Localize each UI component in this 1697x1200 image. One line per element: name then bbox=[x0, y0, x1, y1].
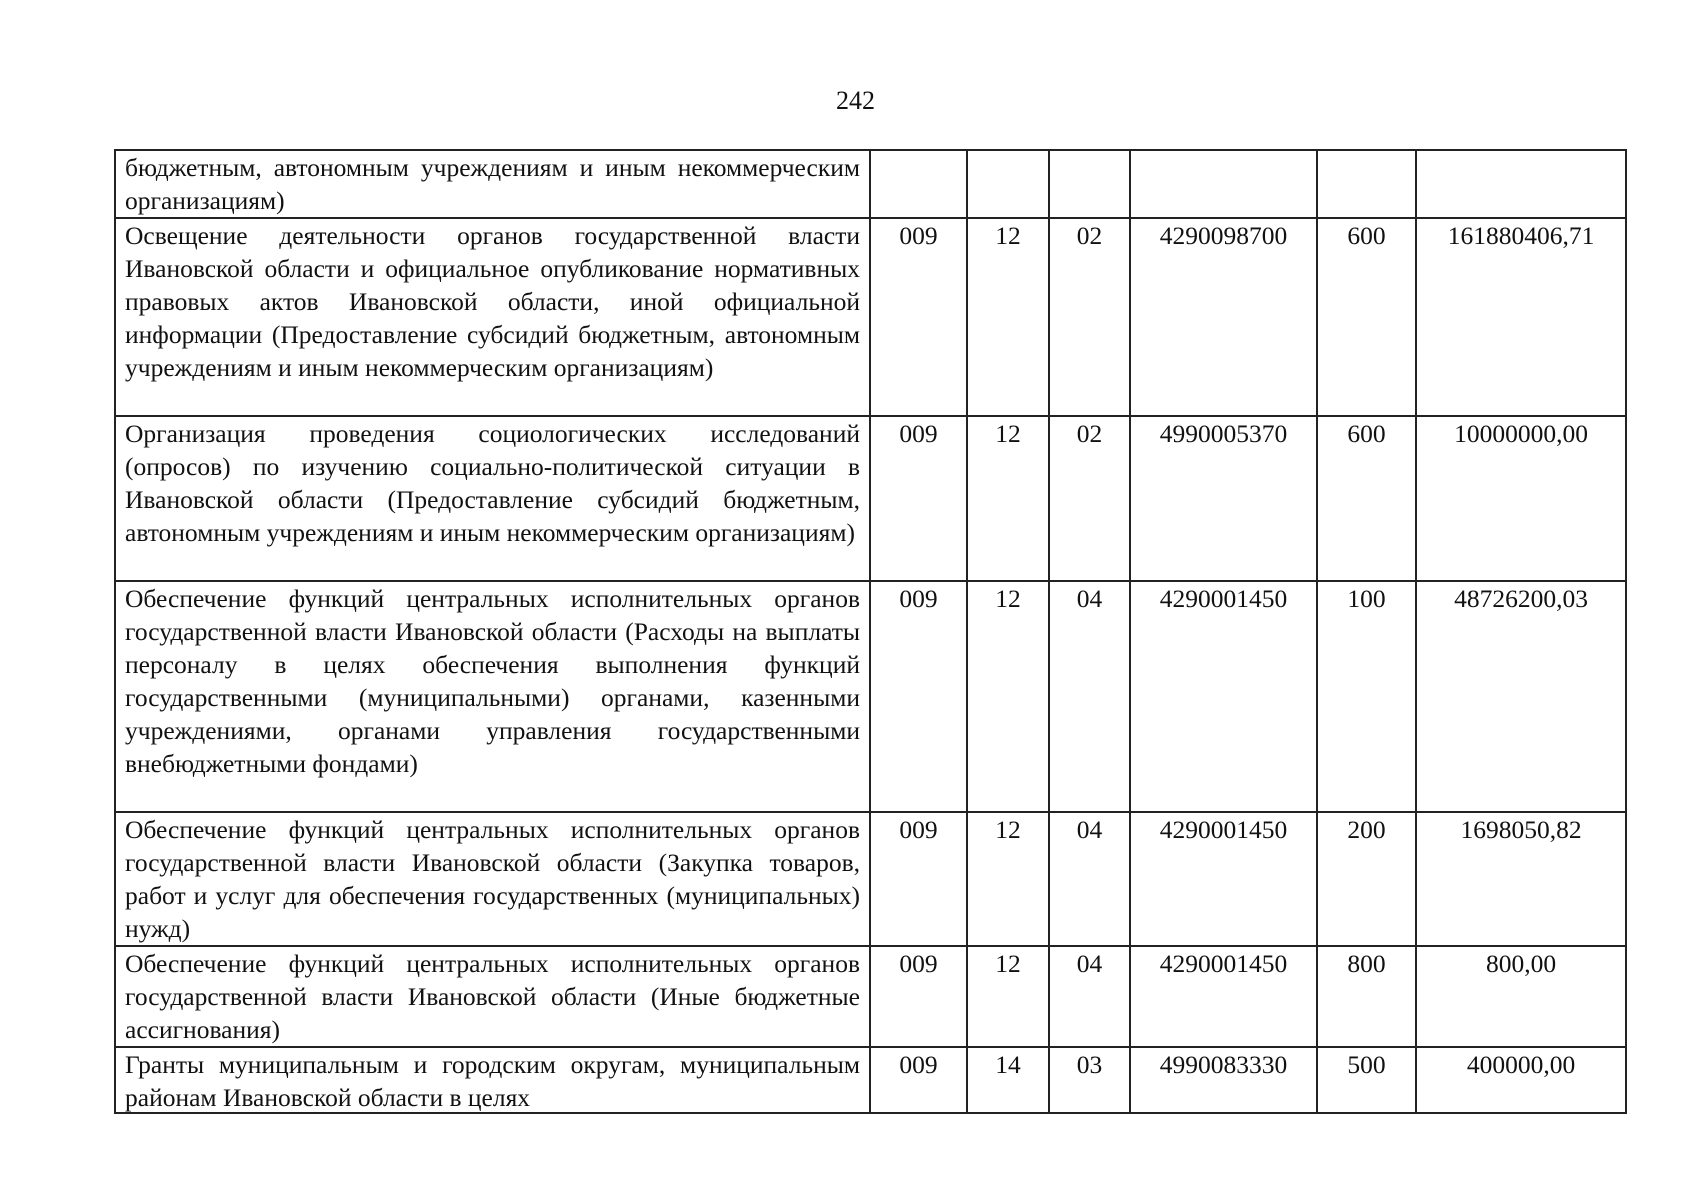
expense-type-cell: 600 bbox=[1317, 416, 1416, 581]
subsection-code-cell: 02 bbox=[1049, 416, 1130, 581]
section-code-cell: 12 bbox=[967, 218, 1049, 416]
subsection-code-cell: 04 bbox=[1049, 581, 1130, 812]
amount-cell: 10000000,00 bbox=[1416, 416, 1626, 581]
admin-code-cell: 009 bbox=[870, 1047, 967, 1113]
amount-cell: 48726200,03 bbox=[1416, 581, 1626, 812]
row-description: бюджетным, автономным учреждениям и иным некоммерческим организациям) bbox=[115, 150, 870, 218]
budget-table bbox=[114, 149, 1627, 1114]
amount-cell: 800,00 bbox=[1416, 946, 1626, 1047]
admin-code-cell: 009 bbox=[870, 812, 967, 946]
expense-type-cell: 500 bbox=[1317, 1047, 1416, 1113]
target-code-cell bbox=[1130, 150, 1317, 218]
expense-type-cell: 600 bbox=[1317, 218, 1416, 416]
row-description: Организация проведения социологических исследований (опросов) по изучению социально-политической ситуации в Ивановской области (Предоставление субсидий бюджетным, автономным учреждениям и иным некоммерческим организациям) bbox=[115, 416, 870, 581]
subsection-code-cell: 02 bbox=[1049, 218, 1130, 416]
expense-type-cell bbox=[1317, 150, 1416, 218]
table-row bbox=[115, 812, 1626, 946]
table-row bbox=[115, 150, 1626, 218]
page-number: 242 bbox=[836, 86, 875, 115]
subsection-code-cell: 03 bbox=[1049, 1047, 1130, 1113]
target-code-cell: 4290001450 bbox=[1130, 581, 1317, 812]
row-description: Обеспечение функций центральных исполнительных органов государственной власти Ивановской области (Закупка товаров, работ и услуг для обеспечения государственных (муниципальных) нужд) bbox=[115, 812, 870, 946]
target-code-cell: 4290001450 bbox=[1130, 812, 1317, 946]
subsection-code-cell: 04 bbox=[1049, 946, 1130, 1047]
expense-type-cell: 200 bbox=[1317, 812, 1416, 946]
admin-code-cell: 009 bbox=[870, 218, 967, 416]
section-code-cell: 12 bbox=[967, 581, 1049, 812]
table-row bbox=[115, 416, 1626, 581]
target-code-cell: 4990083330 bbox=[1130, 1047, 1317, 1113]
row-description: Освещение деятельности органов государственной власти Ивановской области и официальное опубликование нормативных правовых актов Ивановской области, иной официальной информации (Предоставление субсидий бюджетным, автономным учреждениям и иным некоммерческим организациям) bbox=[115, 218, 870, 416]
table-row bbox=[115, 581, 1626, 812]
table-row bbox=[115, 946, 1626, 1047]
subsection-code-cell bbox=[1049, 150, 1130, 218]
subsection-code-cell: 04 bbox=[1049, 812, 1130, 946]
amount-cell: 1698050,82 bbox=[1416, 812, 1626, 946]
row-description: Обеспечение функций центральных исполнительных органов государственной власти Ивановской области (Расходы на выплаты персоналу в целях обеспечения выполнения функций государственными (муниципальными) органами, казенными учреждениями, органами управления государственными внебюджетными фондами) bbox=[115, 581, 870, 812]
admin-code-cell: 009 bbox=[870, 581, 967, 812]
section-code-cell: 12 bbox=[967, 812, 1049, 946]
expense-type-cell: 800 bbox=[1317, 946, 1416, 1047]
table-row bbox=[115, 1047, 1626, 1113]
section-code-cell bbox=[967, 150, 1049, 218]
amount-cell: 161880406,71 bbox=[1416, 218, 1626, 416]
amount-cell: 400000,00 bbox=[1416, 1047, 1626, 1113]
target-code-cell: 4290098700 bbox=[1130, 218, 1317, 416]
section-code-cell: 12 bbox=[967, 416, 1049, 581]
target-code-cell: 4290001450 bbox=[1130, 946, 1317, 1047]
expense-type-cell: 100 bbox=[1317, 581, 1416, 812]
amount-cell bbox=[1416, 150, 1626, 218]
admin-code-cell: 009 bbox=[870, 946, 967, 1047]
target-code-cell: 4990005370 bbox=[1130, 416, 1317, 581]
row-description bbox=[115, 1047, 870, 1113]
admin-code-cell bbox=[870, 150, 967, 218]
row-description: Обеспечение функций центральных исполнительных органов государственной власти Ивановской области (Иные бюджетные ассигнования) bbox=[115, 946, 870, 1047]
admin-code-cell: 009 bbox=[870, 416, 967, 581]
section-code-cell: 12 bbox=[967, 946, 1049, 1047]
table-row bbox=[115, 218, 1626, 416]
row-description-text: Гранты муниципальным и городским округам, муниципальным районам Ивановской области в целях bbox=[125, 1050, 860, 1112]
section-code-cell: 14 bbox=[967, 1047, 1049, 1113]
